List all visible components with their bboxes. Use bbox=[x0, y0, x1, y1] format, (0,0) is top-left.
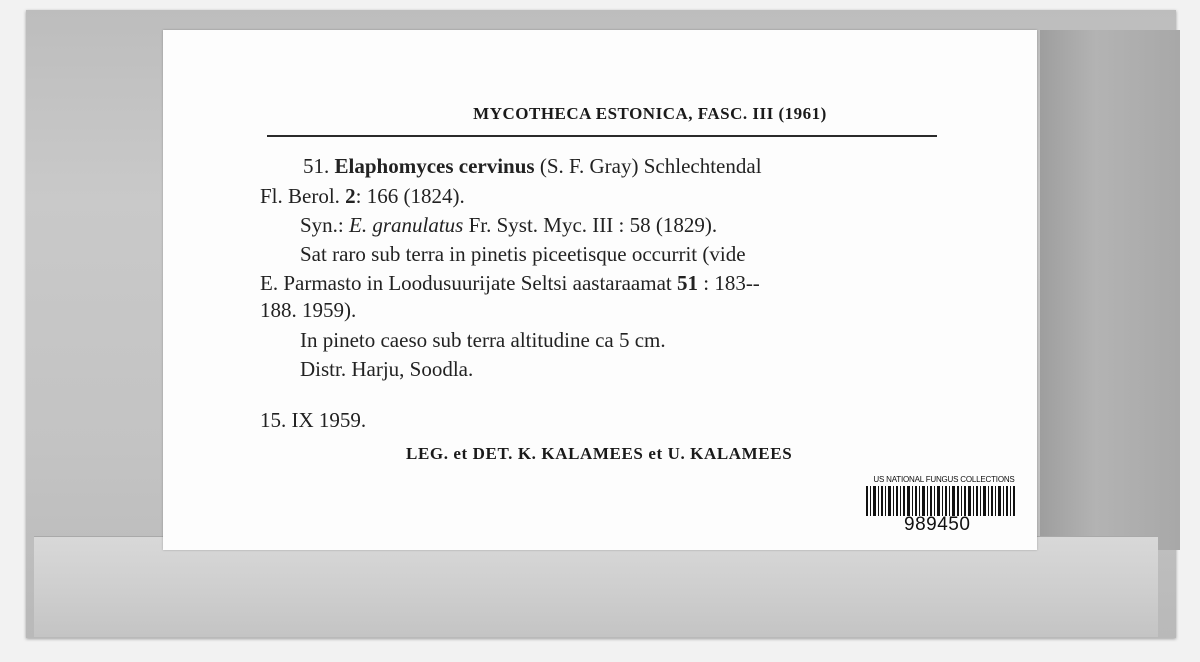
species-author: (S. F. Gray) Schlechtendal bbox=[539, 154, 762, 178]
header-rule bbox=[267, 135, 937, 137]
synonym-name: E. granulatus bbox=[349, 213, 464, 237]
herbarium-label bbox=[163, 30, 1037, 550]
habitat-reference: E. Parmasto in Loodusuurijate Seltsi aastaraamat bbox=[260, 271, 672, 295]
citation-line bbox=[260, 184, 465, 209]
entry-title-line bbox=[303, 154, 762, 179]
packet-fold-edge bbox=[1040, 30, 1180, 550]
habitat-volume: 51 bbox=[676, 271, 698, 295]
packet-flap bbox=[34, 536, 1158, 637]
locality-line: In pineto caeso sub terra altitudine ca 5 cm. bbox=[300, 328, 666, 352]
barcode-graphic bbox=[866, 486, 1016, 516]
species-name: Elaphomyces cervinus bbox=[334, 154, 535, 178]
habitat-pages: : 183-- bbox=[703, 271, 760, 295]
barcode-number: 989450 bbox=[904, 514, 971, 535]
synonym-label: Syn.: bbox=[300, 213, 344, 237]
distribution-line: Distr. Harju, Soodla. bbox=[300, 357, 474, 381]
collection-date: 15. IX 1959. bbox=[260, 408, 367, 432]
citation-prefix: Fl. Berol. bbox=[260, 184, 340, 208]
barcode-caption: US NATIONAL FUNGUS COLLECTIONS bbox=[873, 475, 1015, 484]
habitat-line-2 bbox=[260, 271, 760, 296]
synonym-line bbox=[300, 213, 717, 238]
barcode-block bbox=[866, 475, 1022, 545]
synonym-citation: Fr. Syst. Myc. III : 58 (1829). bbox=[468, 213, 718, 237]
citation-suffix: : 166 (1824). bbox=[355, 184, 465, 208]
label-header: MYCOTHECA ESTONICA, FASC. III (1961) bbox=[473, 104, 827, 123]
collectors-line: LEG. et DET. K. KALAMEES et U. KALAMEES bbox=[406, 444, 793, 463]
citation-volume: 2 bbox=[345, 184, 356, 208]
entry-number: 51. bbox=[303, 154, 330, 178]
habitat-line-1: Sat raro sub terra in pinetis piceetisque occurrit (vide bbox=[300, 242, 746, 266]
habitat-line-3: 188. 1959). bbox=[260, 298, 357, 322]
